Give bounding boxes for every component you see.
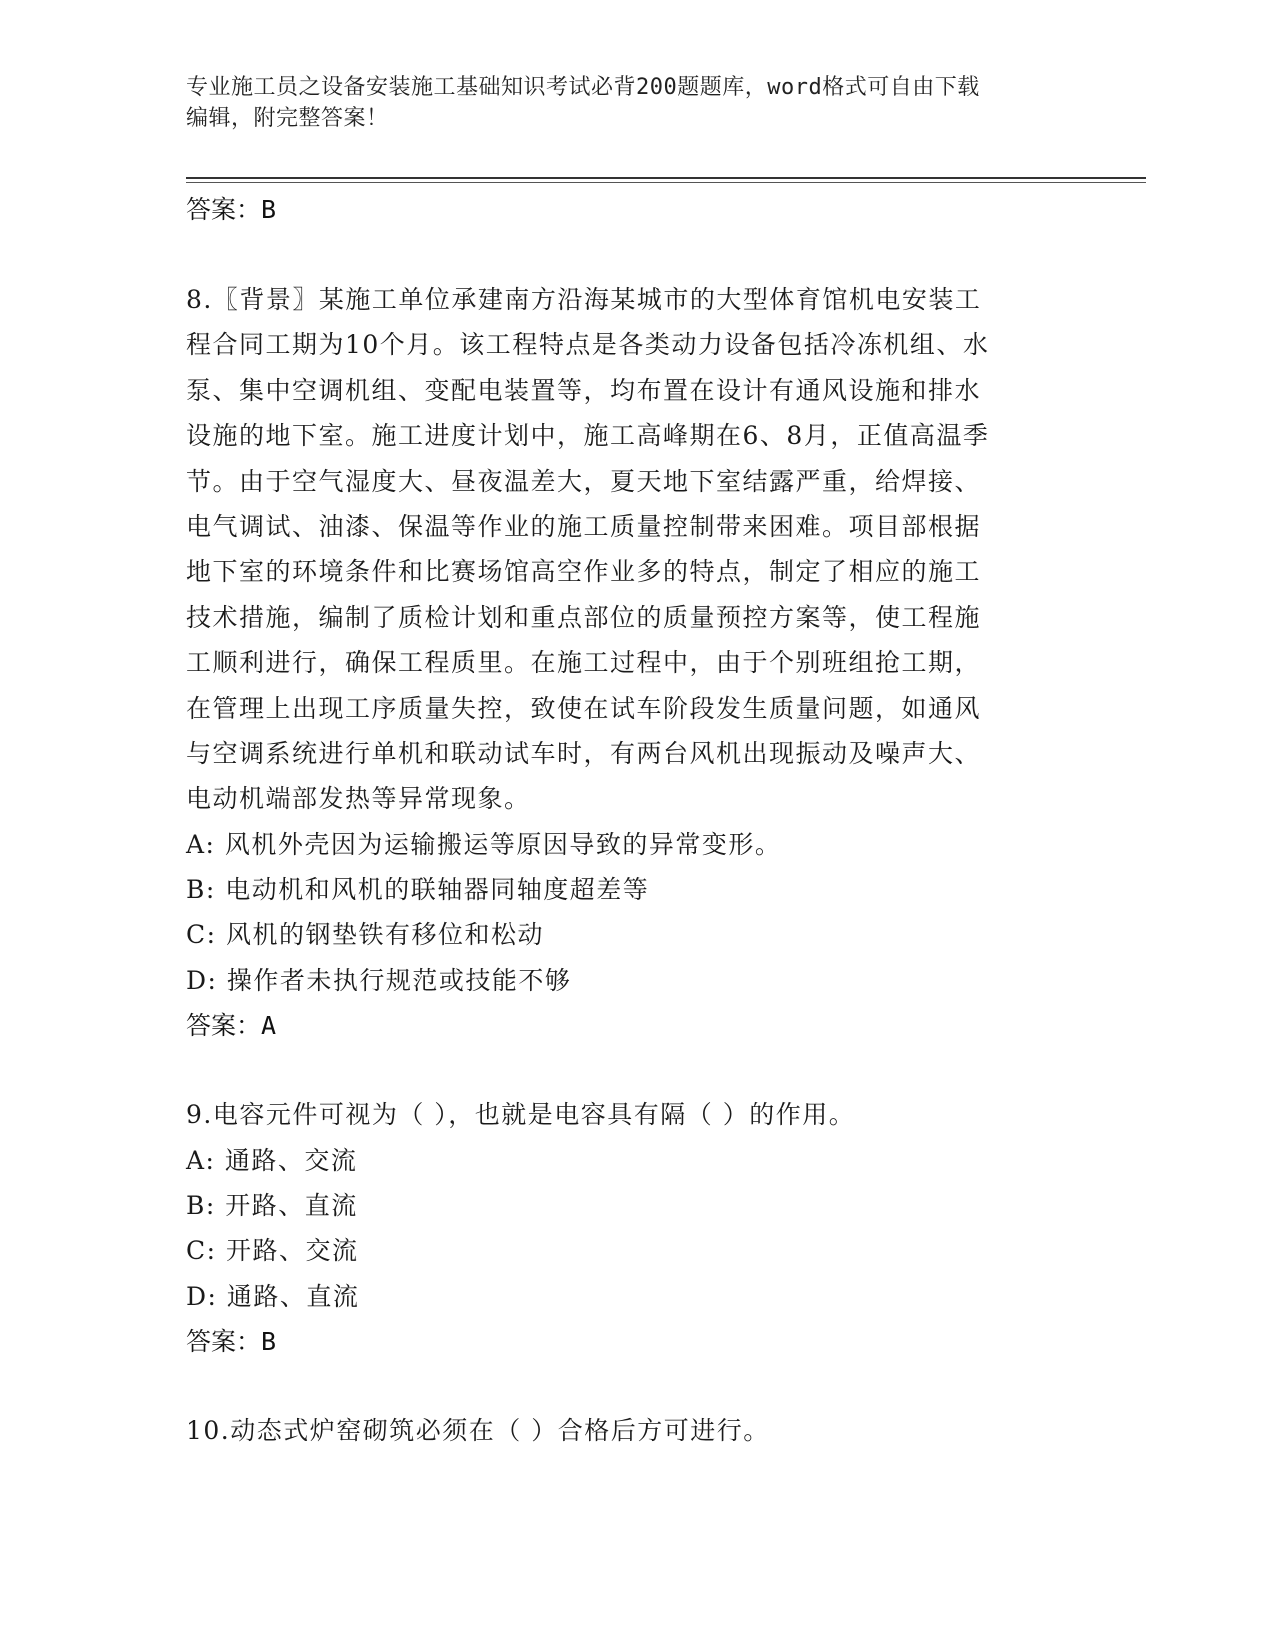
- question-8-option-d: D: 操作者未执行规范或技能不够: [186, 965, 572, 995]
- question-8-line: 设施的地下室。施工进度计划中，施工高峰期在6、8月，正值高温季: [186, 421, 990, 451]
- question-8-line: 技术措施，编制了质检计划和重点部位的质量预控方案等，使工程施: [186, 602, 982, 632]
- header-title-line-1: 专业施工员之设备安装施工基础知识考试必背200题题库，word格式可自由下载: [186, 75, 980, 100]
- document-body: [186, 187, 1066, 1454]
- question-9-option-a: A: 通路、交流: [186, 1145, 358, 1175]
- question-8-option-b: B: 电动机和风机的联轴器同轴度超差等: [186, 875, 650, 905]
- question-8-line: 电气调试、油漆、保温等作业的施工质量控制带来困难。项目部根据: [186, 511, 982, 541]
- question-8-line: 节。由于空气湿度大、昼夜温差大，夏天地下室结露严重，给焊接、: [186, 466, 982, 496]
- question-10-stem: 10.动态式炉窑砌筑必须在（ ）合格后方可进行。: [186, 1416, 770, 1446]
- question-8-line: 与空调系统进行单机和联动试车时，有两台风机出现振动及噪声大、: [186, 738, 982, 768]
- question-8-option-a: A: 风机外壳因为运输搬运等原因导致的异常变形。: [186, 829, 782, 859]
- question-9-option-c: C: 开路、交流: [186, 1236, 359, 1266]
- question-8-line: 在管理上出现工序质量失控，致使在试车阶段发生质量问题，如通风: [186, 693, 982, 723]
- document-header: [186, 72, 1066, 134]
- question-8-answer: 答案：A: [186, 1011, 277, 1041]
- question-8-option-c: C: 风机的钢垫铁有移位和松动: [186, 920, 544, 950]
- header-divider-thin: [186, 182, 1146, 183]
- question-8-line: 泵、集中空调机组、变配电装置等，均布置在设计有通风设施和排水: [186, 375, 982, 405]
- question-8-line: 8.〖背景〗某施工单位承建南方沿海某城市的大型体育馆机电安装工: [186, 285, 982, 314]
- question-8-line: 电动机端部发热等异常现象。: [186, 784, 531, 814]
- question-9-option-d: D: 通路、直流: [186, 1281, 360, 1311]
- question-8-line: 地下室的环境条件和比赛场馆高空作业多的特点，制定了相应的施工: [186, 557, 982, 587]
- question-10: [186, 1408, 1066, 1453]
- question-8-line: 工顺利进行，确保工程质里。在施工过程中，由于个别班组抢工期，: [186, 648, 982, 678]
- question-9: [186, 1092, 1066, 1364]
- question-9-stem: 9.电容元件可视为（ ），也就是电容具有隔（ ）的作用。: [186, 1100, 856, 1130]
- header-divider-thick: [186, 177, 1146, 179]
- question-8-line: 程合同工期为10个月。该工程特点是各类动力设备包括冷冻机组、水: [186, 330, 990, 360]
- question-9-answer: 答案：B: [186, 1327, 277, 1357]
- header-title-line-2: 编辑，附完整答案！: [186, 106, 389, 131]
- question-8: [186, 277, 1066, 1048]
- question-9-option-b: B: 开路、直流: [186, 1191, 358, 1221]
- previous-answer: 答案：B: [186, 195, 277, 224]
